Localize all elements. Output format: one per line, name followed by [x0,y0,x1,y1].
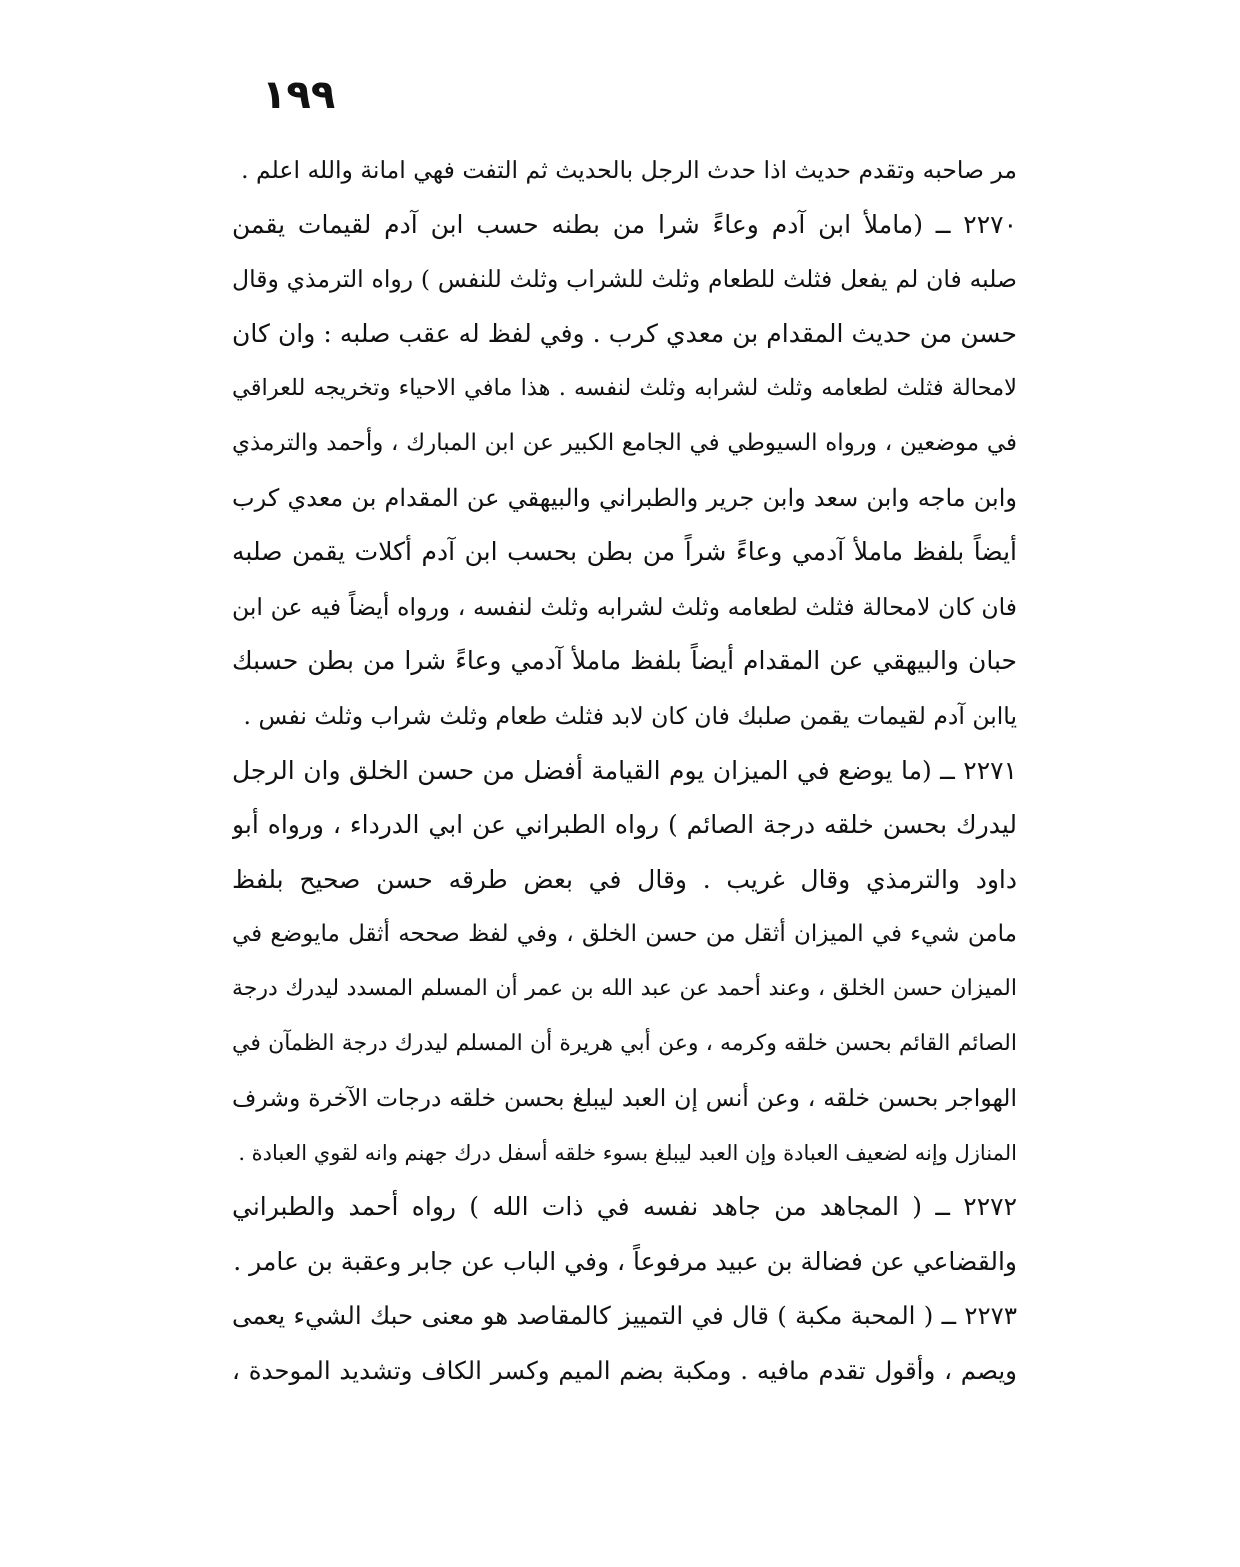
body-text [232,143,1017,1399]
text-line: حبان والبيهقي عن المقدام أيضاً بلفظ ماملأ آدمي وعاءً شرا من بطن حسبك [232,646,1017,676]
text-line: ٢٢٧٢ ــ ( المجاهد من جاهد نفسه في ذات الله ) رواه أحمد والطبراني [232,1192,1017,1222]
text-line: والقضاعي عن فضالة بن عبيد مرفوعاً ، وفي الباب عن جابر وعقبة بن عامر . [233,1246,1017,1276]
text-line: وابن ماجه وابن سعد وابن جرير والطبراني والبيهقي عن المقدام بن معدي كرب [232,483,1017,512]
text-line: لامحالة فثلث لطعامه وثلث لشرابه وثلث لنفسه . هذا مافي الاحياء وتخريجه للعراقي [232,375,1017,402]
text-line: مامن شيء في الميزان أثقل من حسن الخلق ، وفي لفظ صححه أثقل مايوضع في [232,921,1017,948]
text-line: ياابن آدم لقيمات يقمن صلبك فان كان لابد فثلث طعام وثلث شراب وثلث نفس . [243,701,1017,730]
text-line: المنازل وإنه لضعيف العبادة وإن العبد ليبلغ بسوء خلقه أسفل درك جهنم وانه لقوي العبادة . [238,1140,1017,1165]
text-line: الميزان حسن الخلق ، وعند أحمد عن عبد الله بن عمر أن المسلم المسدد ليدرك درجة [232,975,1017,1001]
text-line: ويصم ، وأقول تقدم مافيه . ومكبة بضم الميم وكسر الكاف وتشديد الموحدة ، [232,1356,1017,1386]
text-line: أيضاً بلفظ ماملأ آدمي وعاءً شراً من بطن بحسب ابن آدم أكلات يقمن صلبه [232,537,1017,567]
text-line: مر صاحبه وتقدم حديث اذا حدث الرجل بالحديث ثم التفت فهي امانة والله اعلم . [241,156,1017,184]
text-line: فان كان لامحالة فثلث لطعامه وثلث لشرابه وثلث لنفسه ، ورواه أيضاً فيه عن ابن [232,592,1017,621]
text-line: صلبه فان لم يفعل فثلث للطعام وثلث للشراب وثلث للنفس ) رواه الترمذي وقال [232,265,1017,294]
text-line: الصائم القائم بحسن خلقه وكرمه ، وعن أبي هريرة أن المسلم ليدرك درجة الظمآن في [232,1030,1017,1056]
text-line: داود والترمذي وقال غريب . وقال في بعض طرقه حسن صحيح بلفظ [232,864,1017,894]
text-line: ٢٢٧٠ ــ (ماملأ ابن آدم وعاءً شرا من بطنه حسب ابن آدم لقيمات يقمن [232,209,1017,239]
page-number: ١٩٩ [262,72,336,118]
text-line: الهواجر بحسن خلقه ، وعن أنس إن العبد ليبلغ بحسن خلقه درجات الآخرة وشرف [232,1084,1017,1113]
text-line: ٢٢٧١ ــ (ما يوضع في الميزان يوم القيامة أفضل من حسن الخلق وان الرجل [232,755,1017,785]
text-line: حسن من حديث المقدام بن معدي كرب . وفي لفظ له عقب صلبه : وان كان [232,318,1017,348]
text-line: في موضعين ، ورواه السيوطي في الجامع الكبير عن ابن المبارك ، وأحمد والترمذي [232,429,1017,456]
text-line: ٢٢٧٣ ــ ( المحبة مكبة ) قال في التمييز كالمقاصد هو معنى حبك الشيء يعمى [232,1301,1017,1331]
text-line: ليدرك بحسن خلقه درجة الصائم ) رواه الطبراني عن ابي الدرداء ، ورواه أبو [232,810,1017,840]
